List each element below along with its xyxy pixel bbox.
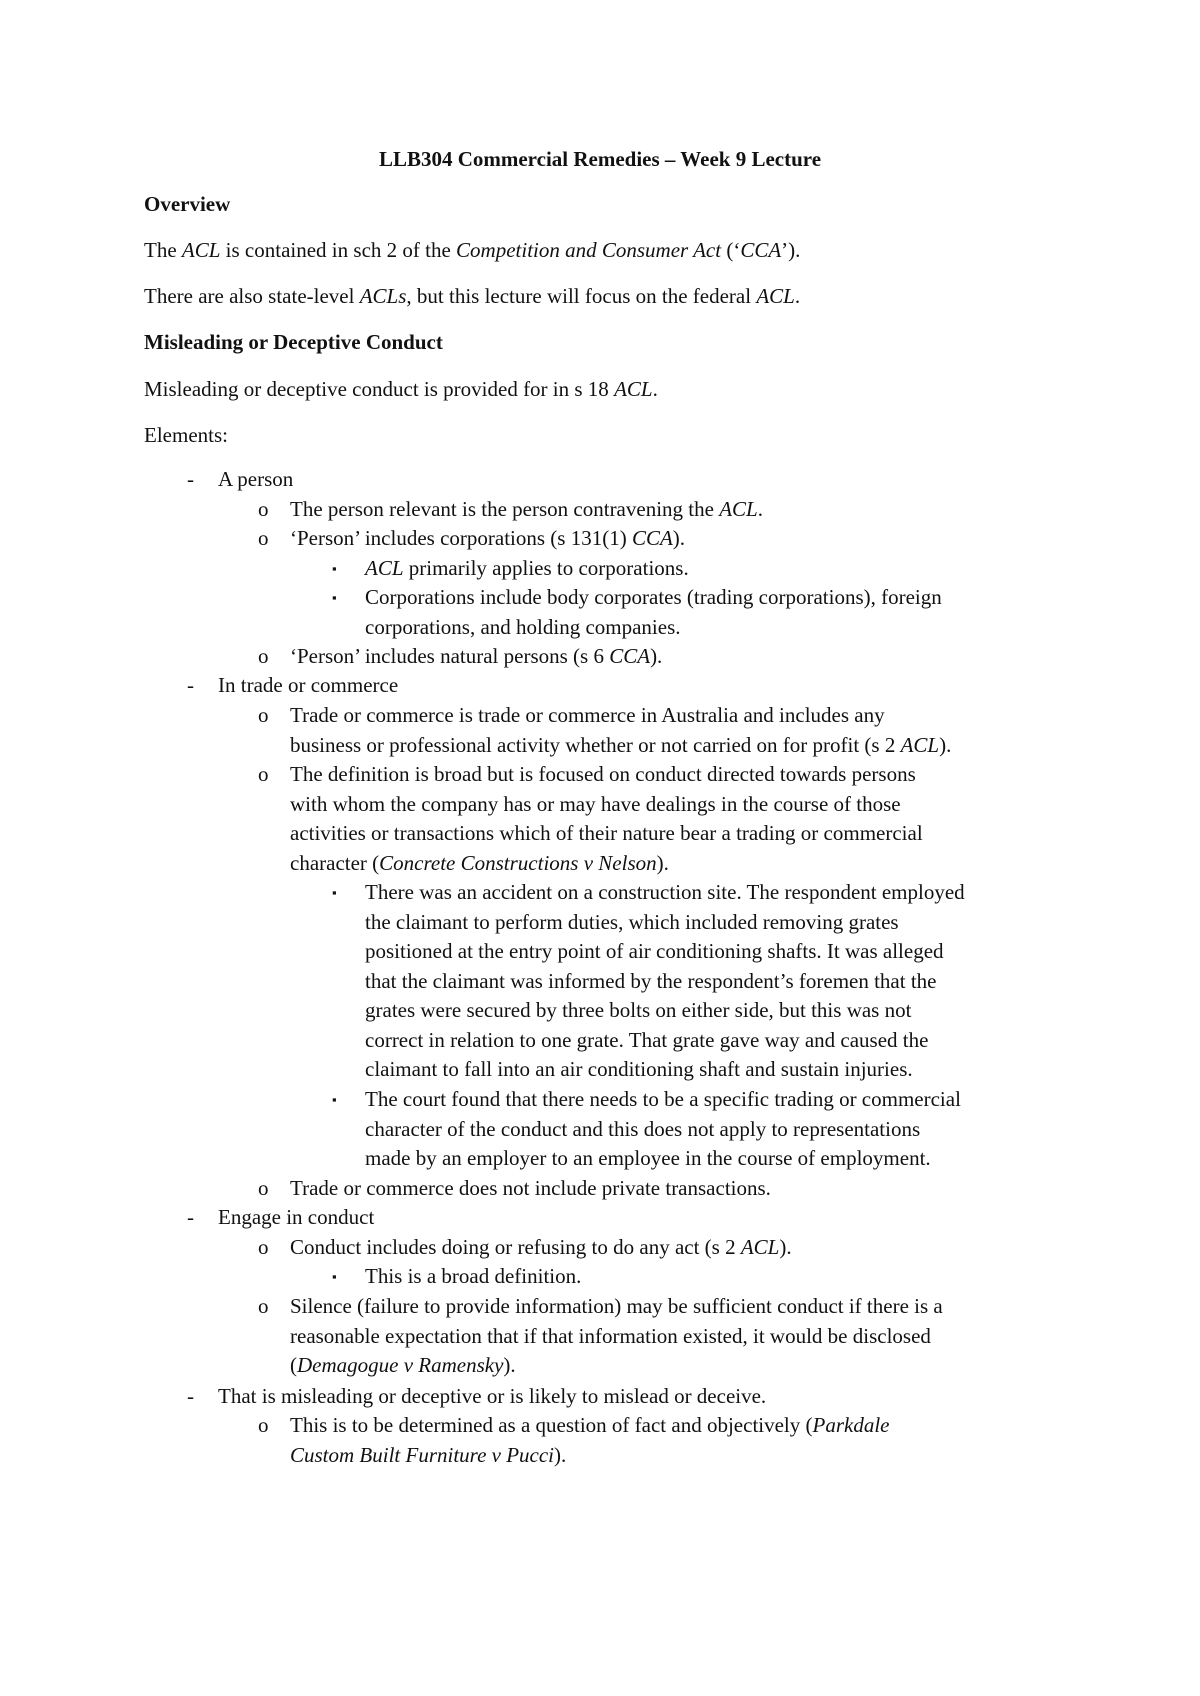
text-line: made by an employer to an employee in the course of employment. [365,1146,931,1170]
text-line: positioned at the entry point of air conditioning shafts. It was alleged [365,939,944,963]
mdc-heading: Misleading or Deceptive Conduct [144,330,443,354]
list-item [365,1085,961,1174]
italic-run: Concrete Constructions v Nelson [379,850,657,875]
text-line: grates were secured by three bolts on either side, but this was not [365,998,912,1022]
overview-paragraph-1 [144,237,800,263]
text-run: ‘Person’ includes corporations (s 131(1) [290,526,632,550]
text-line: Trade or commerce is trade or commerce in Australia and includes any [290,703,885,727]
text-run: is contained in sch 2 of the [220,238,457,262]
list-item [290,760,923,878]
text-run: The person relevant is the person contravening the [290,497,720,521]
italic-run: ACL [900,732,940,757]
text-run: The [144,238,182,262]
text-line [290,731,951,761]
list-item: This is a broad definition. [365,1264,582,1288]
text-run: ). [939,732,952,757]
text-run: ). [672,526,686,550]
italic-run: ACL [740,1235,780,1259]
text-line [290,1411,890,1441]
list-item [290,642,662,672]
text-run: ). [503,1353,516,1377]
italic-run: Custom Built Furniture v Pucci [290,1442,555,1467]
text-line: reasonable expectation that if that information existed, it would be disclosed [290,1323,931,1348]
list-item [365,878,965,1085]
text-run: ). [554,1442,567,1467]
list-item [365,554,689,584]
list-item [365,583,942,642]
circle-bullet: o [258,1413,269,1437]
text-line: There was an accident on a construction site. The respondent employed [365,880,965,904]
text-run: (‘ [721,238,741,262]
italic-run: CCA [740,238,782,262]
list-item-trade-or-commerce: In trade or commerce [218,673,399,697]
text-run: There are also state-level [144,284,360,308]
overview-heading: Overview [144,192,231,216]
text-line: correct in relation to one grate. That grate gave way and caused the [365,1027,929,1052]
text-run: , but this lecture will focus on the federal [406,284,757,308]
dash-bullet: - [187,1205,194,1229]
list-item: Trade or commerce does not include private transactions. [290,1176,771,1200]
text-line [290,1351,943,1381]
italic-run: Demagogue v Ramensky [297,1353,504,1377]
text-run: character ( [290,850,380,875]
text-line: Silence (failure to provide information) may be sufficient conduct if there is a [290,1294,943,1318]
text-run: ’). [781,238,801,262]
text-line: with whom the company has or may have dealings in the course of those [290,791,901,816]
text-line: The court found that there needs to be a specific trading or commercial [365,1087,961,1111]
text-line [290,849,923,879]
text-line: claimant to fall into an air conditioning shaft and sustain injuries. [365,1057,913,1081]
italic-run: Competition and Consumer Act [456,238,722,262]
text-run: This is to be determined as a question of fact and objectively ( [290,1413,813,1437]
text-line: Corporations include body corporates (trading corporations), foreign [365,585,942,609]
square-bullet: ▪ [332,1269,337,1284]
italic-run: ACL [181,238,221,262]
circle-bullet: o [258,1294,269,1318]
square-bullet: ▪ [332,561,337,576]
text-line: corporations, and holding companies. [365,614,681,639]
text-line: The definition is broad but is focused on conduct directed towards persons [290,762,916,786]
text-run: Misleading or deceptive conduct is provided for in s 18 [144,377,615,401]
text-line: character of the conduct and this does not apply to representations [365,1116,921,1141]
dash-bullet: - [187,467,194,491]
list-item [290,1411,890,1470]
text-run: ). [656,850,669,875]
italic-run: Parkdale [812,1413,890,1437]
circle-bullet: o [258,703,269,727]
italic-run: ACL [365,556,404,580]
text-line: the claimant to perform duties, which included removing grates [365,909,899,934]
dash-bullet: - [187,1384,194,1408]
list-item [290,524,685,554]
italic-run: ACL [756,284,795,308]
square-bullet: ▪ [332,885,337,900]
mdc-paragraph-1 [144,376,658,402]
text-run: ‘Person’ includes natural persons (s 6 [290,644,610,668]
italic-run: ACL [719,497,758,521]
list-item-engage-in-conduct: Engage in conduct [218,1205,375,1229]
dash-bullet: - [187,673,194,697]
text-run: . [757,497,763,521]
list-item-a-person: A person [218,467,294,491]
square-bullet: ▪ [332,1092,337,1107]
circle-bullet: o [258,762,269,786]
text-run: business or professional activity whether or not carried on for profit (s 2 [290,732,901,757]
circle-bullet: o [258,644,269,668]
italic-run: ACLs [359,284,407,308]
list-item [290,495,763,525]
list-item-misleading: That is misleading or deceptive or is likely to mislead or deceive. [218,1384,767,1408]
text-run: ). [779,1235,792,1259]
page-title: LLB304 Commercial Remedies – Week 9 Lecture [378,147,822,171]
text-run: ). [650,644,663,668]
square-bullet: ▪ [332,590,337,605]
elements-label: Elements: [144,423,228,447]
italic-run: CCA [631,526,673,550]
list-item [290,1292,943,1381]
overview-paragraph-2 [144,283,800,309]
text-run: . [652,377,658,401]
list-item [290,701,951,760]
circle-bullet: o [258,1235,269,1259]
text-line [290,1441,890,1471]
circle-bullet: o [258,497,269,521]
text-run: . [794,284,801,308]
list-item [290,1233,792,1263]
text-run: primarily applies to corporations. [403,556,689,580]
text-run: ( [290,1353,297,1377]
text-line: activities or transactions which of their nature bear a trading or commercial [290,821,923,845]
text-run: Conduct includes doing or refusing to do any act (s 2 [290,1235,741,1259]
circle-bullet: o [258,526,269,550]
text-line: that the claimant was informed by the respondent’s foremen that the [365,968,937,993]
circle-bullet: o [258,1176,269,1200]
italic-run: ACL [614,377,653,401]
italic-run: CCA [609,644,651,668]
